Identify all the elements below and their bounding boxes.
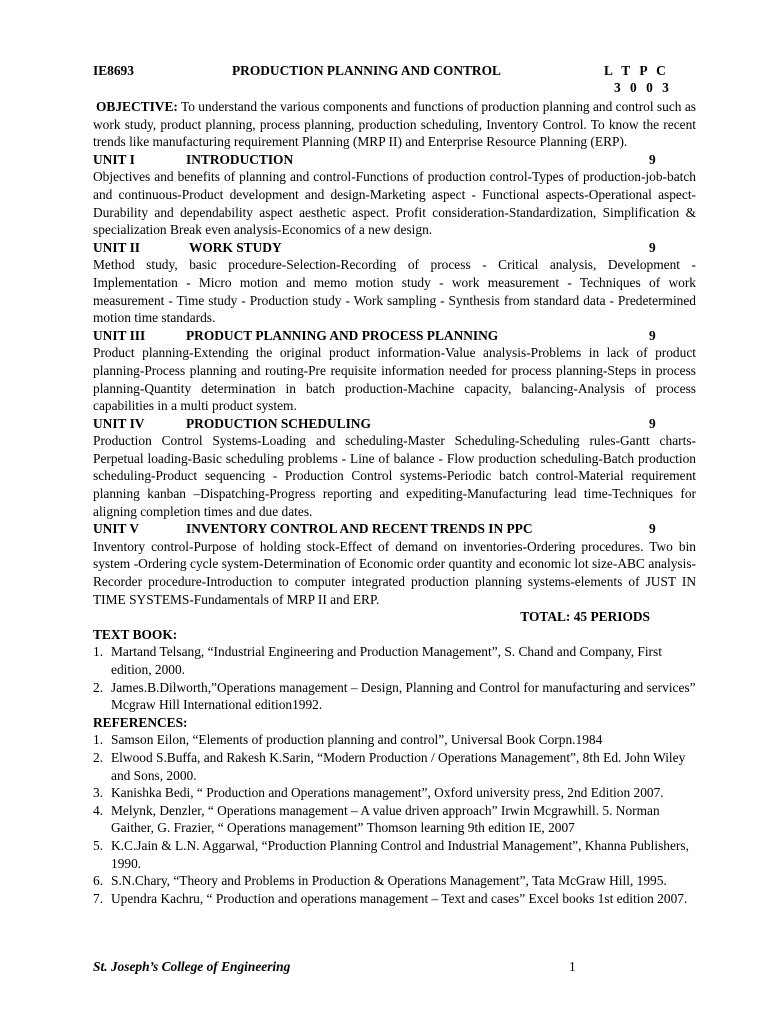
- unit-name: WORK STUDY: [189, 239, 282, 255]
- objective-paragraph: [93, 98, 696, 151]
- unit-heading: [93, 327, 696, 345]
- course-header: [93, 62, 696, 98]
- ltpc-label: L T P C: [604, 63, 669, 78]
- unit-name: PRODUCT PLANNING AND PROCESS PLANNING: [186, 327, 499, 343]
- college-name: St. Joseph’s College of Engineering: [93, 959, 291, 974]
- item-text: Elwood S.Buffa, and Rakesh K.Sarin, “Modern Production / Operations Management”, 8th Ed. John Wiley and Sons, 2000.: [111, 749, 686, 783]
- item-text: Upendra Kachru, “ Production and operations management – Text and cases” Excel books 1st edition 2007.: [111, 890, 688, 906]
- course-title: PRODUCTION PLANNING AND CONTROL: [232, 63, 501, 78]
- list-item: [93, 731, 696, 749]
- unit-number: UNIT III: [93, 327, 146, 343]
- unit-name: INTRODUCTION: [186, 151, 294, 167]
- item-text: James.B.Dilworth,”Operations management – Design, Planning and Control for manufacturing and services” Mcgraw Hill International edition1992.: [111, 679, 696, 713]
- unit-number: UNIT II: [93, 239, 141, 255]
- textbook-list: [93, 643, 696, 713]
- unit-hours: 9: [649, 239, 656, 255]
- item-number: 5.: [93, 837, 104, 853]
- unit-hours: 9: [649, 521, 656, 537]
- item-number: 3.: [93, 785, 104, 801]
- item-number: 7.: [93, 890, 104, 906]
- total-periods: TOTAL: 45 PERIODS: [520, 609, 650, 625]
- item-number: 2.: [93, 749, 104, 765]
- objective-label: OBJECTIVE:: [96, 99, 178, 114]
- item-text: Melynk, Denzler, “ Operations management – A value driven approach” Irwin Mcgrawhill. 5. Norman Gaither, G. Frazier, “ Operations management” Thomson learning 9th edition IE, 2007: [111, 802, 660, 836]
- syllabus-page: [93, 62, 696, 907]
- unit-content: Method study, basic procedure-Selection-Recording of process - Critical analysis, Development - Implementation - Micro motion and memo motion study - work measurement - Techniques of work measurement - Time study - Production study - Work sampling - Synthesis from standard data - Predetermined motion time standards.: [93, 257, 696, 326]
- list-item: [93, 802, 696, 837]
- item-number: 2.: [93, 679, 104, 695]
- item-number: 1.: [93, 644, 104, 660]
- unit-heading: [93, 520, 696, 538]
- unit-hours: 9: [649, 151, 656, 167]
- item-text: Kanishka Bedi, “ Production and Operations management”, Oxford university press, 2nd Edition 2007.: [111, 785, 664, 801]
- unit-content: Product planning-Extending the original product information-Value analysis-Problems in lack of product planning-Process planning and routing-Pre requisite information needed for process planning-Steps in process planning-Quantity determination in batch production-Machine capacity, balancing-Analysis of process capabilities in a multi product system.: [93, 345, 696, 414]
- list-item: [93, 837, 696, 872]
- unit-number: UNIT V: [93, 521, 140, 537]
- list-item: [93, 890, 696, 908]
- item-text: Martand Telsang, “Industrial Engineering and Production Management”, S. Chand and Company, First edition, 2000.: [111, 644, 662, 677]
- item-text: S.N.Chary, “Theory and Problems in Production & Operations Management”, Tata McGraw Hill, 1995.: [111, 873, 667, 889]
- objective-text: To understand the various components and functions of production planning and control such as work study, product planning, process planning, production scheduling, Inventory Control. To know the recent trends like manufacturing requirement Planning (MRP II) and Enterprise Resource Planning (ERP).: [93, 99, 696, 150]
- unit-name: INVENTORY CONTROL AND RECENT TRENDS IN PPC: [186, 521, 533, 537]
- list-item: [93, 643, 696, 678]
- unit-content: Objectives and benefits of planning and control-Functions of production control-Types of production-job-batch and continuous-Product development and design-Marketing aspect - Functional aspects-Operational aspect-Durability and dependability aspect aesthetic aspect. Profit consideration-Standardization, Simplification & specialization Break even analysis-Economics of a new design.: [93, 169, 696, 238]
- unit-heading: [93, 151, 696, 169]
- unit-content: Inventory control-Purpose of holding stock-Effect of demand on inventories-Ordering procedures. Two bin system -Ordering cycle system-Determination of Economic order quantity and economic lot size-ABC analysis-Recorder procedure-Introduction to computer integrated production planning systems-elements of JUST IN TIME SYSTEMS-Fundamentals of MRP II and ERP.: [93, 538, 696, 607]
- unit-number: UNIT I: [93, 151, 135, 167]
- unit-heading: [93, 415, 696, 433]
- list-item: [93, 784, 696, 802]
- list-item: [93, 749, 696, 784]
- item-text: Samson Eilon, “Elements of production planning and control”, Universal Book Corpn.1984: [111, 732, 603, 748]
- references-heading: REFERENCES:: [93, 714, 188, 730]
- unit-name: PRODUCTION SCHEDULING: [186, 415, 371, 431]
- unit-heading: [93, 239, 696, 257]
- item-number: 6.: [93, 873, 104, 889]
- item-number: 4.: [93, 802, 104, 818]
- page-footer: [93, 959, 593, 975]
- item-text: K.C.Jain & L.N. Aggarwal, “Production Planning Control and Industrial Management”, Khanna Publishers, 1990.: [111, 837, 689, 871]
- item-number: 1.: [93, 732, 104, 748]
- unit-hours: 9: [649, 327, 656, 343]
- unit-content: Production Control Systems-Loading and scheduling-Master Scheduling-Scheduling rules-Gantt charts-Perpetual loading-Basic scheduling problems - Line of balance - Flow production scheduling-Batch production scheduling-Product sequencing - Production Control systems-Periodic batch control-Material requirement planning kanban –Dispatching-Progress reporting and expediting-Manufacturing lead time-Techniques for aligning completion times and due dates.: [93, 433, 696, 519]
- references-list: [93, 731, 696, 907]
- unit-hours: 9: [649, 415, 656, 431]
- unit-number: UNIT IV: [93, 415, 145, 431]
- page-number: 1: [569, 959, 576, 974]
- ltpc-values: 3 0 0 3: [614, 80, 672, 95]
- course-code: IE8693: [93, 63, 134, 78]
- textbook-heading: TEXT BOOK:: [93, 626, 178, 642]
- list-item: [93, 872, 696, 890]
- list-item: [93, 679, 696, 714]
